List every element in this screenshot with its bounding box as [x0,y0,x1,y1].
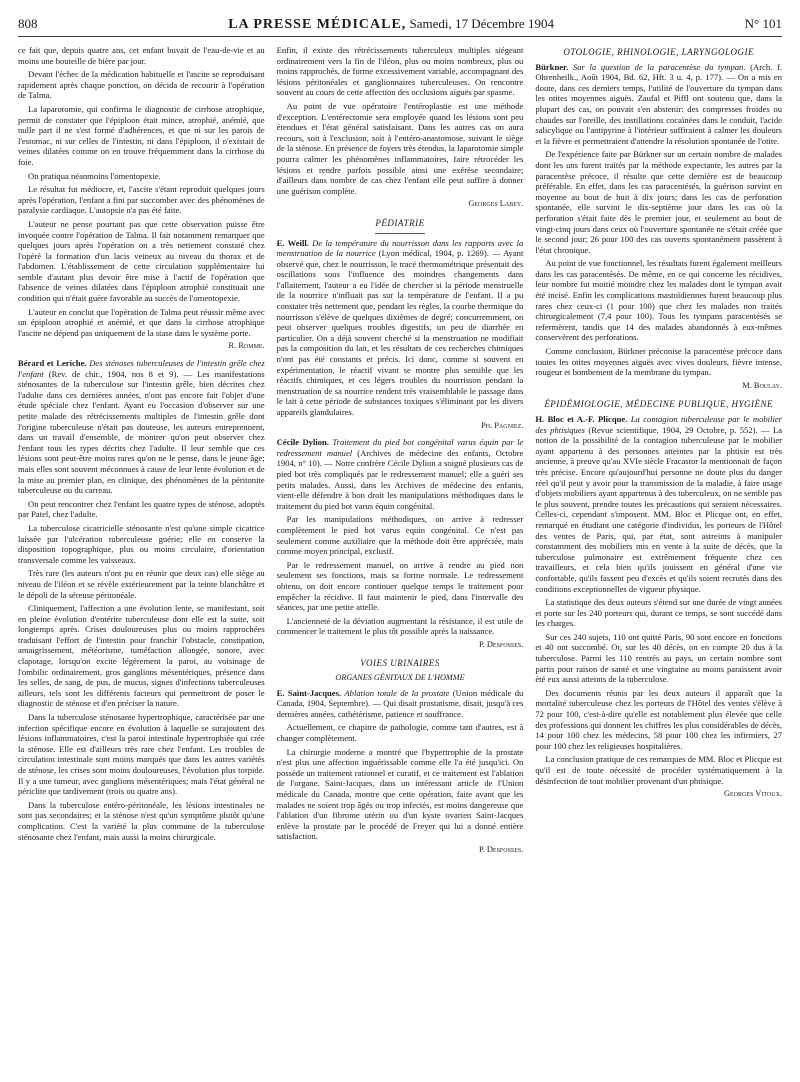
paragraph: — Les manifestations sténosantes de la tuberculose sur l'intestin grêle, bien décrites chez l'adulte dans ces dernières années, n'ont pas encore fait l'objet d'une étude spéciale chez l'enfant. Ayant eu l'occasion d'observer sur une petite malade des rétrécissements multiples de l'intestin grêle dont l'origine tuberculeuse n'était pas douteuse, les auteurs entreprennent, dans un travail d'ensemble, de montrer qu'on peut observer chez l'enfant tous les types décrits chez l'adulte. Il leur semble que ces lésions sont peut-être moins rares qu'on ne le pense, dans le jeune âge; mais elles sont souvent méconnues à cause de leur lente évolution et de la mise au premier plan, en clinique, des phénomènes de la péritonite tuberculeuse ou du carreau. [18,368,265,496]
issue-date: Samedi, 17 Décembre 1904 [409,16,554,31]
signature: P. Desfosses. [478,639,524,649]
signature: Georges Vitoux. [723,789,783,799]
article-title: Traitement du pied bot congénital varus équin par le redressement manuel [276,437,524,458]
signature: M. Boulay. [742,380,783,390]
issue-number: N° 101 [744,16,782,31]
column-right [535,45,782,862]
article-reference: (Rev. de chir., 1904, nos 8 et 9). [48,368,179,379]
paragraph: Devant l'échec de la médication habituelle et l'ascite se reproduisant rapidement après chaque ponction, on décida de recourir à l'opération de Talma. [18,69,265,101]
article-reference: (Arch. f. Ohrenheilk., Août 1904, Bd. 62, Hft. 3 u. 4, p. 177). [535,61,783,83]
paragraph: Très rare (les auteurs n'ont pu en réunir que deux cas) elle siège au niveau de l'iléon et se révèle extérieurement par la teinte blanchâtre et le dépoli de la séreuse péritonéale. [18,568,265,600]
paragraph: Cliniquement, l'affection a une évolution lente, se manifestant, soit en pleine évolution d'entérite tuberculeuse dont elle est la suite, soit longtemps après. Crises douloureuses plus ou moins rapprochées traduisant l'effort de l'intestin pour franchir l'obstacle, constipation, amaigrissement, météorisme, tuméfaction allongée, sonore, avec clapotage, lorsqu'on excite légèrement la paroi, au voisinage de l'ombilic ordinairement, gros ganglions mésentériques, présence dans les selles, de sang, de pus, de mucus, signes d'infections tuberculeuses ailleurs, tels sont les différents facteurs qui permettront de poser le diagnostic de sténose et d'en préciser la nature. [18,603,265,709]
signature: P. Desfosses. [478,844,524,854]
article-reference: (Archives de médecine des enfants, Octobre 1904, n° 10). [276,447,524,469]
paragraph: — Qui disait prostatisme, disait, jusqu'à ces dernières années, cathétérisme, patience et souffrance. [276,698,524,719]
paragraph: Au point de vue opératoire l'entéroplastie est une méthode d'exception. L'entérectomie sera employée quand les lésions sont peu étendues et l'état général satisfaisant. Dans les autres cas on aura recours, soit à l'exclusion, soit à l'entéro-anastomose, suivant le siège de la sténose. En présence de foyers très étendus, la laparotomie simple pourra calmer les phénomènes inflammatoires, faire rétrocéder les lésions et rendre parfois possible ainsi une exérèse secondaire; d'ailleurs dans nombre de cas chez l'enfant elle peut suffire à donner une guérison complète. [276,100,524,196]
journal-title: LA PRESSE MÉDICALE, [228,17,407,32]
paragraph: — Notre confrère Cécile Dylion a soigné plusieurs cas de pied bot très compliqués par le redressement manuel; elle a guéri ses petits malades. Aussi, dans les Archives de médecine des enfants, vient-elle défendre à bon droit les manipulations méthodiques dans le traitement du pied bot varus équin congénital. [276,458,524,511]
paragraph: La conclusion pratique de ces remarques de MM. Bloc et Plicque est qu'il est de toute nécessité de procéder systématiquement à la désinfection de tout mobilier provenant d'un phtisique. [535,754,783,786]
article-title: La contagion tuberculeuse par le mobilier des phtisiques [535,414,783,435]
paragraph: Le résultat fut médiocre, et, l'ascite s'étant reproduit quelques jours après l'opération, l'enfant a fini par succomber avec des phénomènes de paralysie cardiaque. L'autopsie n'a pas été faite. [18,184,265,216]
article-author: H. Bloc et A.-F. Plicque. [535,414,628,424]
article-title: De la température du nourrisson dans les rapports avec la menstruation de la nourrice [276,237,524,259]
paragraph: — On a mis en doute, dans ces derniers temps, l'utilité de l'ouverture du tympan dans les otites moyennes aiguës. Zaufal et Piffl ont soutenu que, dans la plupart des cas, on pouvait s'en abstenir: des compresses froides ou chaudes sur l'oreille, des instillations cocaïnées dans le conduit, l'acide salicylique ou l'antipyrine à l'intérieur suffiraient à calmer les douleurs et la fièvre et permettraient d'attendre la résolution spontanée de l'otite. [535,72,783,146]
article-reference: (Lyon médical, 1904, p. 1269). [378,248,489,259]
signature: Ph. Pagniez. [481,420,524,430]
article-heading [277,437,524,511]
paragraph: ce fait que, depuis quatre ans, cet enfant buvait de l'eau-de-vie et au moins une bouteille de bière par jour. [18,45,265,66]
article-heading [535,414,782,594]
paragraph: L'ancienneté de la déviation augmentant la résistance, il est utile de commencer le traitement le plus tôt possible après la naissance. [276,615,524,637]
page-header [18,16,782,37]
article-title: Ablation totale de la prostate [344,687,450,698]
paragraph: Dans la tuberculose entéro-péritonéale, les lésions intestinales ne sont pas secondaires; et la sténose n'est qu'un symptôme plutôt qu'une complication. C'est la variété la plus commune de la tuberculose sténosante chez l'enfant, mais aussi la moins chirurgicale. [18,799,265,842]
article-author: Bérard et Leriche. [18,358,87,369]
divider [375,233,425,234]
paragraph: Au point de vue fonctionnel, les résultats furent également meilleurs dans les cas paracentésés. De même, en ce qui concerne les récidives, leur nombre fut moitié moindre chez les malades dont le tympan avait été incisé. Enfin les complications mastoïdiennes furent beaucoup plus rares chez ceux-ci (1 pour 100) que chez les malades non traités chirurgicalement (7,4 pour 100). Tous les tympans paracentésés se refermèrent, tandis que 14 des malades abandonnés à eux-mêmes conservèrent des perforations. [535,258,783,343]
article-reference: (Revue scientifique, 1904, 29 Octobre, p. 552). [588,424,758,435]
paragraph: On peut rencontrer chez l'enfant les quatre types de sténose, adoptés par Patel, chez l'adulte. [18,498,265,520]
article-author: E. Saint-Jacques. [276,687,342,698]
article-heading [535,62,782,147]
article-reference: (Union médicale du Canada, 1904, Septembre). [276,687,524,709]
article-title: Des sténoses tuberculeuses de l'intestin grêle chez l'enfant [18,358,265,379]
signature: Georges Labey. [468,199,524,209]
paragraph: Par les manipulations méthodiques, on arrive à redresser complètement le pied bot varus equin congénital. Ce n'est pas seulement comme auxiliaire que la méthode doit être appréciée, mais comme moyen principal, exclusif. [276,514,524,557]
article-title: Sur la question de la paracentèse du tympan. [572,61,746,72]
paragraph: Enfin, il existe des rétrécissements tuberculeux multiples siégeant ordinairement vers la fin de l'iléon, plus ou moins nombreux, plus ou moins rapprochés, de forme excessivement variable, accompagnant des lésions péritonéales et ganglionnaires tuberculeuses. On rencontre souvent au cours de cette affection des occlusions aiguës par spasme. [276,45,524,98]
paragraph: De l'expérience faite par Bürkner sur un certain nombre de malades dont les uns furent traités par la méthode expectante, les autres par la paracentèse précoce, il résulte que cette dernière est de beaucoup préférable. En effet, dans les cas paracentésés, la guérison survint en moyenne au bout de huit à dix jours; dans les cas de perforation spontanée, elle survint le dix-septième jour dans les cas où la perforation s'était faite dès le premier jour, et seulement au bout de vingt-cinq jours dans ceux où l'ouverture spontanée ne s'était créée que le second jour; 26 pour 100 des cas ouverts spontanément passèrent à l'état chronique. [535,149,783,255]
paragraph: Par le redressement manuel, on arrive à rendre au pied non seulement ses fonctions, mais sa forme normale. Le redressement obtenu, on doit encore continuer quelque temps le traitement pour empêcher la récidive. Il faut maintenir le pied, dans l'intervalle des séances, par une petite attelle. [276,559,524,613]
article-heading [277,238,524,418]
paragraph: Des documents réunis par les deux auteurs il apparaît que la mortalité tuberculeuse chez les porteurs de l'Hôtel des ventes s'élève à 72 pour 100, c'est-à-dire qu'elle est notablement plus élevée que celle des professions qui donnent les chiffres les plus considérables de décès, 14 pour 100 chez les médecins, 58 pour 100 chez les infirmiers, 27 pour 100 chez les religieuses hospitalières. [535,687,783,751]
paragraph: On pratiqua néanmoins l'omentopexie. [28,170,161,181]
paragraph: La tuberculose cicatricielle sténosante n'est qu'une simple cicatrice laissée par l'ulcération tuberculeuse guérie; elle en conserve la disposition topographique, plus ou moins circulaire, d'orientation transversale comme les vaisseaux. [18,522,265,565]
article-author: Bürkner. [535,61,569,72]
section-subheading: ORGANES GÉNITAUX DE L'HOMME [335,673,465,683]
paragraph: La chirurgie moderne a montré que l'hypertrophie de la prostate n'est plus une affection inguérissable comme elle l'a été jusqu'ici. On possède un traitement rationnel et curatif, et ce traitement est l'ablation de l'organe. Saint-Jacques, dans un intéressant article de l'Union médicale du Canada, montre que cette opération, faite avant que les malades ne soient trop âgés ou trop infectés, est moins dangereuse que l'ablation d'un fibrome utérin ou d'un kyste ovarien Saint-Jacques enlève la prostate par le procédé de Freyer qui lui a donné entière satisfaction. [276,746,524,842]
section-heading: PÉDIATRIE [375,217,425,228]
paragraph: Dans la tuberculose sténosante hypertrophique, caractérisée par une infection spécifique encore en évolution à laquelle se surajoutent des lésions inflammatoires, c'est la paroi intestinale hypertrophiée qui crée la sténose. Elle est d'ailleurs très rare chez l'enfant. Les troubles de circulation intestinale sont moins marqués que dans les autres variétés de sténose, les crises sont moins douloureuses, l'évolution plus torpide. Il y a une tumeur, avec ganglions mésentériques; mais l'état général ne périclite que tardivement (trois ou quatre ans). [18,712,265,797]
journal-title-line [228,16,554,33]
section-heading: VOIES URINAIRES [360,658,440,669]
paragraph: — Ayant observé que, chez le nourrisson, le tracé thermométrique présentait des oscillations sous l'influence des moindres changements dans l'allaitement, l'auteur a eu l'idée de chercher si la période menstruelle de la nourrice n'influait pas sur la température de l'enfant. Il a pu constater très nettement que, pendant les règles, la courbe thermique du nourrisson s'élève de quelques dixièmes de degré; concurremment, on peut observer quelques troubles digestifs, un peu de diarrhée en particulier. On a déjà souvent cherché si la menstruation ne modifiait pas la composition du lait, et les résultats de ces recherches chimiques n'ont pas été constants et précis. Ici donc, comme si souvent en expérimentation, le réactif vivant se montre plus sensible que les réactifs chimiques, et ces légers troubles du nourrisson pendant la menstruation de sa nourrice rendent très vraisemblable le passage dans le lait à cette période de substances toxiques s'éliminant par les divers appareils glandulaires. [276,248,524,417]
paragraph: — La notion de la possibilité de la contagion tuberculeuse par le mobilier ayant appartenu à des personnes atteintes par la phtisie est très ancienne, à preuve qu'au XVIe siècle Fracastor la mentionnait de façon très précise. Encore qu'aujourd'hui personne ne doute plus du danger réel qu'il peut y avoir pour la transmission de la maladie, à faire usage d'objets mobiliers ayant appartenus à des tuberculeux, on ne semble pas le plus souvent, prendre toutes les précautions qui seraient nécessaires. Celles-ci, cependant s'imposent. MM. Bloc et Plicque ont, en effet, remarqué en étudiant une catégorie d'individus, les porteurs de l'Hôtel des ventes de Paris, qui, par état, sont astreints à manipuler constamment des mobiliers mis en vente à la suite de décès, que la tuberculose pulmonaire est extrêmement fréquente chez ces travailleurs, et cela bien qu'ils jouissent en général d'une vie confortable, qu'ils fassent peu d'excès et qu'ils soient recrutés dans des conditions exceptionnelles de vigueur physique. [535,424,783,594]
paragraph: La laparotomie, qui confirma le diagnostic de cirrhose atrophique, permit de constater que l'épiploon était mince, atrophié, anémié, que nulle part il ne s'est formé d'adhérences, et que ni sur les parois de l'estomac, ni sur celles de l'intestin, ni dans l'épiploon, il n'existait de veines dilatées comme on en trouve fréquemment dans la cirrhose du foie. [18,103,265,167]
signature: R. Romme. [228,341,265,351]
paragraph: Comme conclusion, Bürkner préconise la paracentèse précoce dans toutes les otites moyennes aiguës avec vives douleurs, fièvre intense, rougeur et bombement de la membrane du tympan. [535,346,783,378]
article-heading [277,688,524,720]
text-columns [18,45,782,862]
paragraph: Actuellement, ce chapitre de pathologie, comme tant d'autres, est à changer complètement. [276,722,524,744]
article-heading [18,358,265,496]
paragraph: L'auteur ne pense pourtant pas que cette observation puisse être invoquée contre l'opération de Talma. Il fait notamment remarquer que quelques jours après l'opération on a très nettement constaté chez l'opéré la formation d'un lacis veineux au niveau du thorax et de l'abdomen. L'établissement de cette circulation supplémentaire lui semble d'autant plus devoir être mise à l'actif de l'opération que l'absence de veines dilatées dans l'épiploon atrophié constituait une condition qui n'était guère favorable au succès de l'omentopexie. [18,218,265,304]
column-middle [277,45,524,862]
paragraph: L'auteur en conclut que l'opération de Talma peut réussir même avec un épiploon atrophié et anémié, et que dans la cirrhose atrophique l'ascite ne dépend pas uniquement de la stase dans le système porte. [18,306,265,338]
page-number: 808 [18,16,38,31]
column-left [18,45,265,862]
section-heading: OTOLOGIE, RHINOLOGIE, LARYNGOLOGIE [563,47,755,57]
article-author: Cécile Dylion. [276,437,329,448]
paragraph: Sur ces 240 sujets, 110 ont quitté Paris, 90 sont encore en fonctions et 40 ont succombé. Or, sur les 40 décès, on en compte 20 dus à la tuberculose. Parmi les 110 rentrés au pays, un certain nombre sont partis pour raison de santé et une vingtaine au moins paraissent avoir été eux aussi atteints de la tuberculose. [535,631,783,685]
section-heading: ÉPIDÉMIOLOGIE, MÉDECINE PUBLIQUE, HYGIÈNE [544,399,774,410]
article-author: E. Weill. [276,237,309,248]
paragraph: La statistique des deux auteurs s'étend sur une durée de vingt années et porte sur les 240 porteurs qui, durant ce temps, se sont succédé dans les charges. [535,597,783,629]
